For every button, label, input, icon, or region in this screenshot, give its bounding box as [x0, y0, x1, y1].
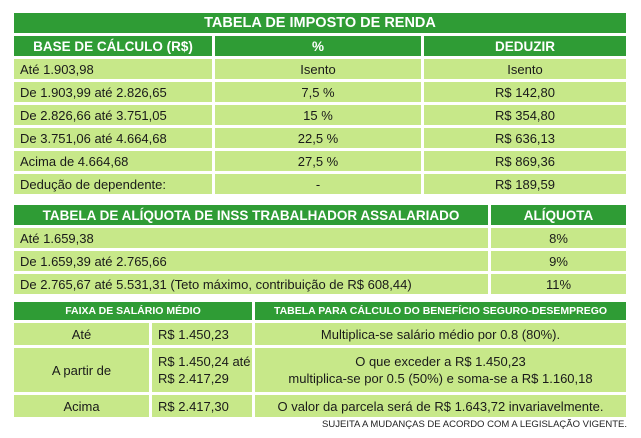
ir-row-1-deduzir: R$ 142,80 — [424, 82, 626, 102]
inss-row-1-faixa: De 1.659,39 até 2.765,66 — [14, 251, 488, 271]
seguro-row-1-calc-line-1: O que exceder a R$ 1.450,23 — [355, 354, 526, 369]
seguro-row-1-valor — [152, 348, 252, 392]
inss-row-0-aliquota: 8% — [491, 228, 626, 248]
ir-row-4-deduzir: R$ 869,36 — [424, 151, 626, 171]
ir-row-0-base: Até 1.903,98 — [14, 59, 212, 79]
ir-row-2-deduzir: R$ 354,80 — [424, 105, 626, 125]
inss-row-2-aliquota: 11% — [491, 274, 626, 294]
ir-row-5-base: Dedução de dependente: — [14, 174, 212, 194]
seguro-faixa-header: FAIXA DE SALÁRIO MÉDIO — [14, 302, 252, 320]
ir-row-0-deduzir: Isento — [424, 59, 626, 79]
ir-header-percent: % — [215, 36, 421, 56]
inss-header-aliquota: ALÍQUOTA — [491, 205, 626, 225]
seguro-row-1-calc-line-2: multiplica-se por 0.5 (50%) e soma-se a R$ 1.160,18 — [288, 371, 593, 386]
inss-row-0-faixa: Até 1.659,38 — [14, 228, 488, 248]
seguro-row-0-valor: R$ 1.450,23 — [152, 323, 252, 345]
ir-row-5-percent: - — [215, 174, 421, 194]
seguro-row-1-valor-line-2: R$ 2.417,29 — [158, 371, 229, 386]
ir-header-deduzir: DEDUZIR — [424, 36, 626, 56]
inss-row-2-faixa: De 2.765,67 até 5.531,31 (Teto máximo, contribuição de R$ 608,44) — [14, 274, 488, 294]
seguro-row-0-faixa: Até — [14, 323, 149, 345]
seguro-row-1-faixa: A partir de — [14, 348, 149, 392]
ir-row-3-base: De 3.751,06 até 4.664,68 — [14, 128, 212, 148]
ir-title: TABELA DE IMPOSTO DE RENDA — [14, 13, 626, 33]
ir-header-base: BASE DE CÁLCULO (R$) — [14, 36, 212, 56]
seguro-row-1-calc — [255, 348, 626, 392]
seguro-row-1-valor-line-1: R$ 1.450,24 até — [158, 354, 251, 369]
ir-row-2-base: De 2.826,66 até 3.751,05 — [14, 105, 212, 125]
seguro-row-2-valor: R$ 2.417,30 — [152, 395, 252, 417]
ir-row-1-percent: 7,5 % — [215, 82, 421, 102]
seguro-row-2-faixa: Acima — [14, 395, 149, 417]
ir-row-0-percent: Isento — [215, 59, 421, 79]
ir-row-5-deduzir: R$ 189,59 — [424, 174, 626, 194]
ir-row-1-base: De 1.903,99 até 2.826,65 — [14, 82, 212, 102]
seguro-calc-header: TABELA PARA CÁLCULO DO BENEFÍCIO SEGURO-DESEMPREGO — [255, 302, 626, 320]
footnote: SUJEITA A MUDANÇAS DE ACORDO COM A LEGISLAÇÃO VIGENTE. — [322, 419, 627, 430]
ir-row-3-deduzir: R$ 636,13 — [424, 128, 626, 148]
ir-row-3-percent: 22,5 % — [215, 128, 421, 148]
inss-row-1-aliquota: 9% — [491, 251, 626, 271]
ir-row-4-percent: 27,5 % — [215, 151, 421, 171]
ir-row-2-percent: 15 % — [215, 105, 421, 125]
seguro-row-0-calc: Multiplica-se salário médio por 0.8 (80%). — [255, 323, 626, 345]
inss-title: TABELA DE ALÍQUOTA DE INSS TRABALHADOR ASSALARIADO — [14, 205, 488, 225]
ir-row-4-base: Acima de 4.664,68 — [14, 151, 212, 171]
seguro-row-2-calc: O valor da parcela será de R$ 1.643,72 invariavelmente. — [255, 395, 626, 417]
